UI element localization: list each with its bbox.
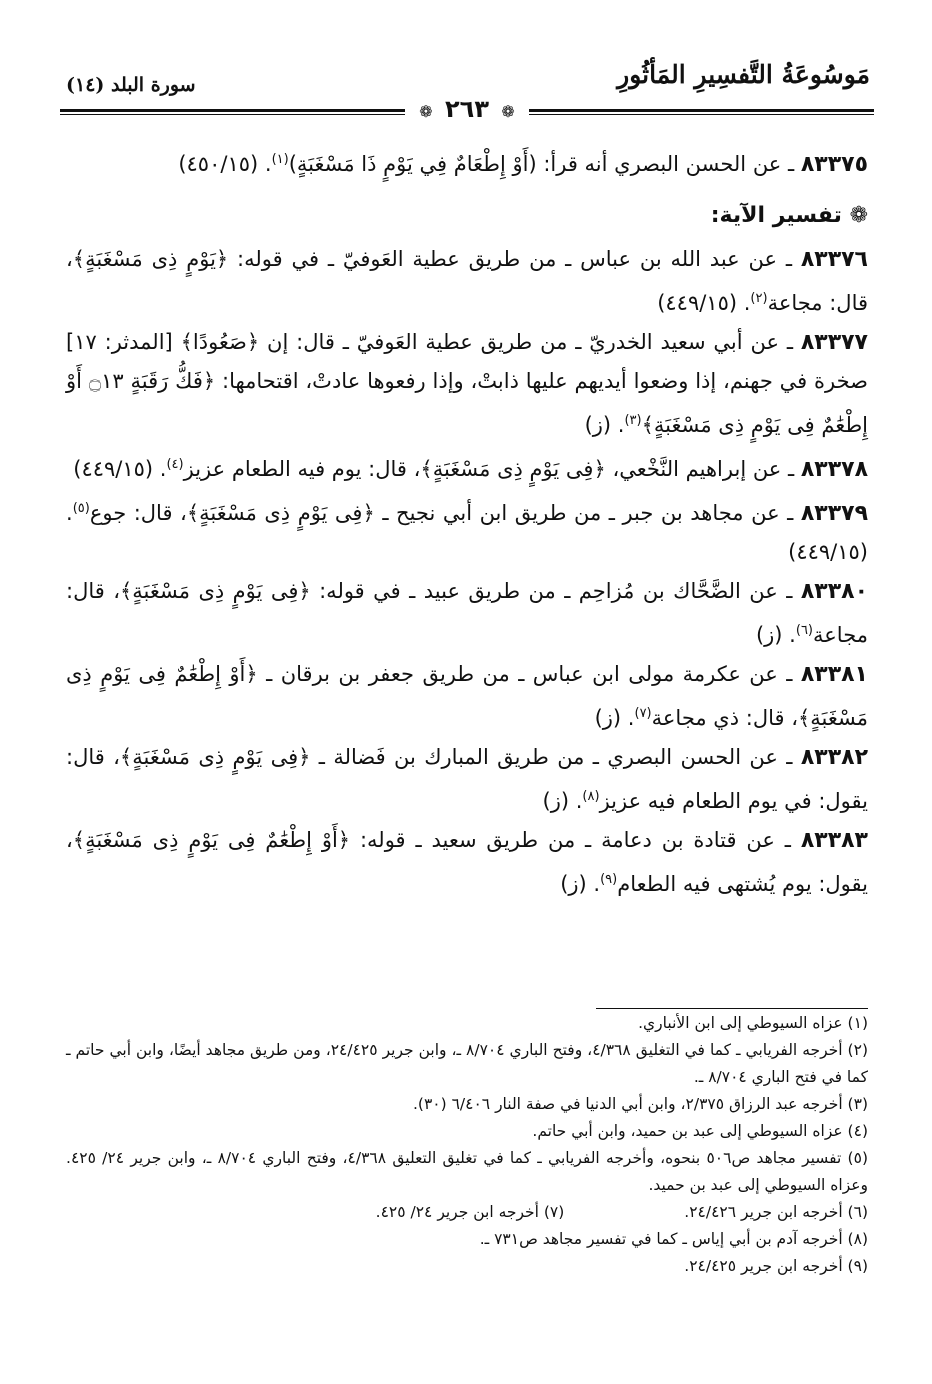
footnote-8: (٨) أخرجه آدم بن أبي إياس ـ كما في تفسير مجاهد ص٧٣١ ـ. [479, 1230, 868, 1248]
footnote-9: (٩) أخرجه ابن جرير ٢٤/٤٢٥. [684, 1257, 868, 1275]
footnote-divider [596, 1008, 868, 1009]
narration-83375: ٨٣٣٧٥ ـ عن الحسن البصري أنه قرأ: (أَوْ إِطْعَامٌ فِي يَوْمٍ ذَا مَسْغَبَةٍ)$^{(١)}$. (٤٥٠/١٥) [178, 152, 868, 177]
narration-83378: ٨٣٣٧٨ ـ عن إبراهيم النَّخْعي، ﴿فِى يَوْمٍ ذِى مَسْغَبَةٍ﴾، قال: يوم فيه الطعام عزيز$^{(٤)}$. (٤٤٩/١٥) [73, 457, 868, 482]
footnote-6: (٦) أخرجه ابن جرير ٢٤/٤٢٦. [684, 1203, 868, 1221]
surah-title: سورة البلد (١٤) [66, 74, 196, 96]
narration-83381: ٨٣٣٨١ ـ عن عكرمة مولى ابن عباس ـ من طريق جعفر بن برقان ـ ﴿أَوْ إِطْعَٰمٌ فِى يَوْمٍ ذِى مَسْغَبَةٍ﴾، قال: ذي مجاعة$^{(٧)}$. (ز) [66, 662, 868, 730]
section-heading: ❁ تفسير الآية: [710, 203, 868, 228]
ornament-icon: ❁ [501, 102, 515, 121]
footnote-row-6-7 [66, 1199, 868, 1226]
footnotes [66, 1010, 868, 1280]
footnote-7: (٧) أخرجه ابن جرير ٢٤/ ٤٢٥. [375, 1203, 565, 1221]
narration-83376: ٨٣٣٧٦ ـ عن عبد الله بن عباس ـ من طريق عطية العَوفيّ ـ في قوله: ﴿يَوْمٍ ذِى مَسْغَبَةٍ﴾، قال: مجاعة$^{(٢)}$. (٤٤٩/١٥) [66, 247, 868, 315]
page-number-box [405, 94, 528, 127]
footnote-5: (٥) تفسير مجاهد ص٥٠٦ بنحوه، وأخرجه الفريابي ـ كما في تغليق التعليق ٤/٣٦٨، وفتح الباري ٨/٧٠٤ ـ، وابن جرير ٢٤/ ٤٢٥. وعزاه السيوطي إلى عبد بن حميد. [66, 1149, 868, 1194]
main-text [66, 140, 868, 904]
narration-83380: ٨٣٣٨٠ ـ عن الضَّحَّاك بن مُزاحِم ـ من طريق عبيد ـ في قوله: ﴿فِى يَوْمٍ ذِى مَسْغَبَةٍ﴾، قال: مجاعة$^{(٦)}$. (ز) [66, 579, 868, 647]
ornament-icon: ❁ [419, 102, 433, 121]
narration-83377: ٨٣٣٧٧ ـ عن أبي سعيد الخدريّ ـ من طريق عطية العَوفيّ ـ قال: إن ﴿صَعُودًا﴾ [المدثر: ١٧] صخرة في جهنم، إذا وضعوا أيديهم عليها ذابتْ، وإذا رفعوها عادتْ، اقتحامها: ﴿فَكُّ رَقَبَةٍ ۝١٣ أَوْ إِطْعَٰمٌ فِى يَوْمٍ ذِى مَسْغَبَةٍ﴾$^{(٣)}$. (ز) [66, 330, 868, 437]
narration-83383: ٨٣٣٨٣ ـ عن قتادة بن دعامة ـ من طريق سعيد ـ قوله: ﴿أَوْ إِطْعَٰمٌ فِى يَوْمٍ ذِى مَسْغَبَةٍ﴾، يقول: يوم يُشتهى فيه الطعام$^{(٩)}$. (ز) [66, 828, 868, 896]
book-title: مَوسُوعَةُ التَّفسِيرِ المَأثُورِ [617, 60, 870, 89]
narration-83382: ٨٣٣٨٢ ـ عن الحسن البصري ـ من طريق المبارك بن فَضالة ـ ﴿فِى يَوْمٍ ذِى مَسْغَبَةٍ﴾، قال: يقول: في يوم الطعام فيه عزيز$^{(٨)}$. (ز) [66, 745, 868, 813]
footnote-1: (١) عزاه السيوطي إلى ابن الأنباري. [638, 1014, 868, 1032]
footnote-4: (٤) عزاه السيوطي إلى عبد بن حميد، وابن أبي حاتم. [532, 1122, 868, 1140]
page-number: ٢٦٣ [445, 95, 489, 123]
narration-83379: ٨٣٣٧٩ ـ عن مجاهد بن جبر ـ من طريق ابن أبي نجيح ـ ﴿فِى يَوْمٍ ذِى مَسْغَبَةٍ﴾، قال: جوع$^{(٥)}$. (٤٤٩/١٥) [66, 501, 868, 564]
page-header [60, 52, 874, 122]
footnote-2: (٢) أخرجه الفريابي ـ كما في التغليق ٤/٣٦٨، وفتح الباري ٨/٧٠٤ ـ، وابن جرير ٢٤/٤٢٥، ومن طريق مجاهد أيضًا، وابن أبي حاتم ـ كما في فتح الباري ٨/٧٠٤ ـ. [66, 1041, 868, 1086]
footnote-3: (٣) أخرجه عبد الرزاق ٢/٣٧٥، وابن أبي الدنيا في صفة النار ٦/٤٠٦ (٣٠). [412, 1095, 868, 1113]
flower-icon: ❁ [849, 203, 868, 228]
